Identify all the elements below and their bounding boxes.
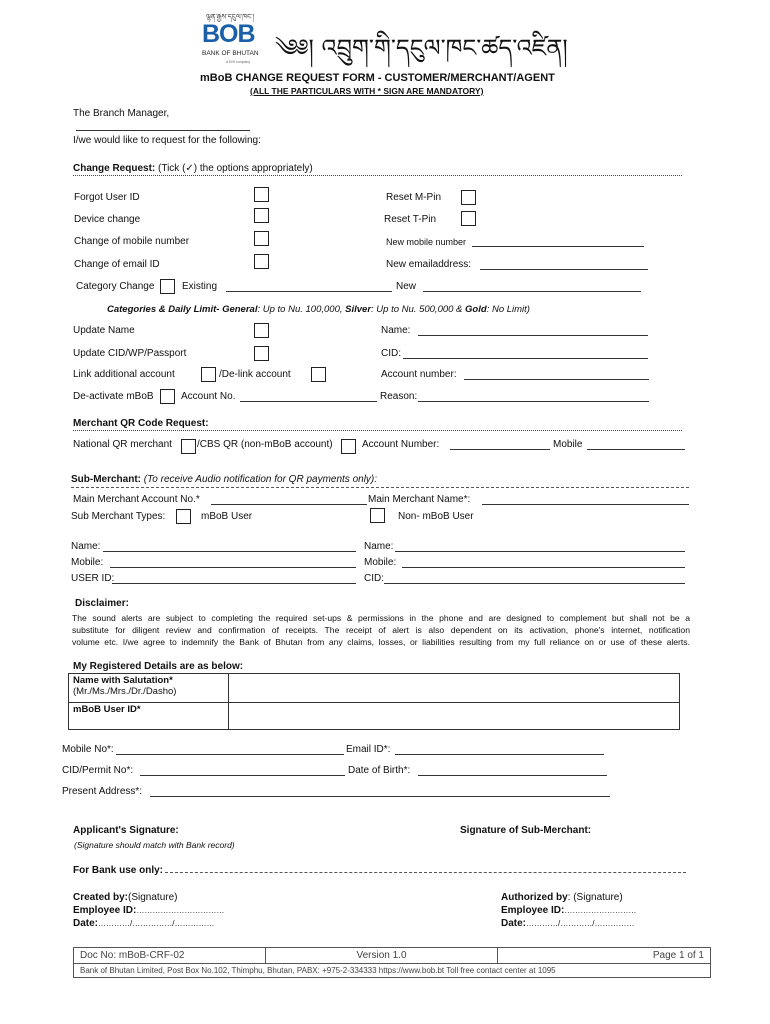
table-row	[69, 674, 680, 703]
name-label: Name:	[381, 325, 411, 336]
categories-general-limit: : Up to Nu. 100,000,	[257, 304, 346, 315]
deactivate-account-input[interactable]	[240, 401, 377, 402]
deactivate-account-label: Account No.	[181, 391, 236, 402]
sub-mobile-right-input[interactable]	[402, 567, 685, 568]
authorized-date-dots: …………/…………/……………	[526, 919, 635, 928]
forgot-user-id-label: Forgot User ID	[74, 192, 140, 203]
user-id-input[interactable]	[229, 703, 680, 730]
reset-tpin-label: Reset T-Pin	[384, 214, 437, 225]
category-change-label: Category Change	[76, 281, 155, 292]
request-line: I/we would like to request for the following:	[73, 135, 261, 146]
new-category-input[interactable]	[423, 291, 641, 292]
new-email-input[interactable]	[480, 269, 648, 270]
table-row	[74, 948, 711, 964]
main-name-label: Main Merchant Name*:	[368, 494, 471, 505]
change-mobile-label: Change of mobile number	[74, 236, 190, 247]
qr-mobile-input[interactable]	[587, 449, 685, 450]
sub-name-left-input[interactable]	[103, 551, 356, 552]
update-name-checkbox[interactable]	[254, 323, 269, 338]
cid-input[interactable]	[403, 358, 648, 359]
disclaimer-line-3: volume etc. I/we agree to indemnify the Bank of Bhutan from any claims, losses, or liabilities resulting from my full reliance on or use of these alerts.	[72, 637, 690, 647]
bank-logo	[200, 10, 266, 66]
sub-mobile-left-input[interactable]	[110, 567, 356, 568]
name-salutation-cell	[69, 674, 229, 703]
disclaimer-heading: Disclaimer:	[75, 598, 129, 609]
change-mobile-checkbox[interactable]	[254, 231, 269, 246]
account-number-label: Account number:	[381, 369, 457, 380]
delink-account-label: /De-link account	[219, 369, 291, 380]
update-cid-checkbox[interactable]	[254, 346, 269, 361]
sub-name-left-label: Name:	[71, 541, 101, 552]
addressee: The Branch Manager,	[73, 108, 170, 119]
change-email-label: Change of email ID	[74, 259, 160, 270]
applicant-signature-label: Applicant's Signature:	[73, 825, 179, 836]
account-number-input[interactable]	[464, 379, 649, 380]
existing-label: Existing	[182, 281, 218, 292]
forgot-user-id-checkbox[interactable]	[254, 187, 269, 202]
dzongkha-title: ༄༅། འབྲུག་གི་དངུལ་ཁང་ཚད་འཛིན།	[275, 34, 568, 62]
sub-merchant-heading-label: Sub-Merchant:	[71, 474, 141, 485]
reg-address-label: Present Address*:	[62, 786, 143, 797]
update-cid-label: Update CID/WP/Passport	[73, 348, 187, 359]
bank-use-heading: For Bank use only:	[73, 865, 164, 876]
categories-silver-limit: : Up to Nu. 500,000 &	[371, 304, 466, 315]
update-name-label: Update Name	[73, 325, 135, 336]
reg-mobile-label: Mobile No*:	[62, 744, 114, 755]
reg-cid-label: CID/Permit No*:	[62, 765, 134, 776]
deactivate-checkbox[interactable]	[160, 389, 175, 404]
sub-user-id-label: USER ID:	[71, 573, 115, 584]
categories-gold: Gold	[465, 304, 487, 315]
name-salutation-input[interactable]	[229, 674, 680, 703]
new-mobile-input[interactable]	[472, 246, 644, 247]
sub-mobile-left-label: Mobile:	[71, 557, 104, 568]
reg-email-label: Email ID*:	[346, 744, 391, 755]
table-row	[69, 703, 680, 730]
authorized-employee-id-label: Employee ID:	[501, 905, 565, 916]
sub-merchant-types-label: Sub Merchant Types:	[71, 511, 166, 522]
reset-mpin-checkbox[interactable]	[461, 190, 476, 205]
qr-account-number-label: Account Number:	[362, 439, 440, 450]
form-title: mBoB CHANGE REQUEST FORM - CUSTOMER/MERCHANT/AGENT	[200, 72, 555, 84]
reg-cid-input[interactable]	[140, 775, 345, 776]
sub-name-right-input[interactable]	[395, 551, 685, 552]
mbob-user-label: mBoB User	[201, 511, 253, 522]
reason-label: Reason:	[380, 391, 418, 402]
merchant-qr-divider	[73, 430, 682, 431]
reg-dob-label: Date of Birth*:	[348, 765, 411, 776]
reg-dob-input[interactable]	[418, 775, 607, 776]
authorized-date	[501, 918, 634, 929]
version: Version 1.0	[266, 948, 498, 964]
footer-table	[73, 947, 711, 978]
authorized-by-signature: : (Signature)	[567, 892, 623, 903]
reg-address-input[interactable]	[150, 796, 610, 797]
categories-limits	[107, 304, 530, 315]
created-employee-id	[73, 905, 224, 916]
created-employee-id-label: Employee ID:	[73, 905, 137, 916]
doc-number: Doc No: mBoB-CRF-02	[74, 948, 266, 964]
cbs-qr-label: /CBS QR (non-mBoB account)	[197, 439, 333, 450]
main-account-label: Main Merchant Account No.*	[73, 494, 200, 505]
created-date-dots: …………/……………/……………	[98, 919, 215, 928]
sub-mobile-right-label: Mobile:	[364, 557, 397, 568]
sub-cid-input[interactable]	[384, 583, 685, 584]
category-change-checkbox[interactable]	[160, 279, 175, 294]
logo-letters: BOB	[202, 20, 255, 48]
new-mobile-label: New mobile number	[386, 237, 467, 247]
sub-merchant-signature-label: Signature of Sub-Merchant:	[460, 825, 592, 836]
categories-gold-limit: : No Limit)	[486, 304, 530, 315]
salutation-options: (Mr./Ms./Mrs./Dr./Dasho)	[73, 686, 177, 697]
link-account-label: Link additional account	[73, 369, 175, 380]
merchant-qr-heading: Merchant QR Code Request:	[73, 418, 209, 429]
created-by-label: Created by:	[73, 892, 129, 903]
reset-tpin-checkbox[interactable]	[461, 211, 476, 226]
new-category-label: New	[396, 281, 417, 292]
page-number: Page 1 of 1	[498, 948, 711, 964]
name-salutation-label: Name with Salutation*	[73, 675, 173, 686]
national-qr-checkbox[interactable]	[181, 439, 196, 454]
logo-tagline: ལྷན་རྒྱས་དངུལ་ཁང་།	[206, 14, 255, 21]
created-by	[73, 892, 177, 903]
created-employee-id-dots: ……………………………	[136, 906, 225, 915]
disclaimer-line-1: The sound alerts are subject to completing the required set-ups & permissions in the phone and are designed to complement but shall not be a	[72, 613, 690, 623]
disclaimer-line-2: substitute for diligent review and confirmation of receipts. The receipt of alert is also dependent on its activation, phone's internet, notification	[72, 625, 690, 635]
cid-label: CID:	[381, 348, 401, 359]
non-mbob-user-label: Non- mBoB User	[398, 511, 474, 522]
main-name-input[interactable]	[482, 504, 689, 505]
deactivate-label: De-activate mBoB	[73, 391, 154, 402]
sub-merchant-divider	[71, 487, 689, 488]
bank-address: Bank of Bhutan Limited, Post Box No.102, Thimphu, Bhutan, PABX: +975-2-334333 https://www.bob.bt Toll free contact center at 1095	[74, 964, 711, 978]
registered-details-table	[68, 673, 680, 730]
sub-merchant-heading-note: (To receive Audio notification for QR payments only):	[143, 474, 378, 485]
main-account-input[interactable]	[211, 504, 367, 505]
reg-mobile-input[interactable]	[116, 754, 344, 755]
link-account-checkbox[interactable]	[201, 367, 216, 382]
reset-mpin-label: Reset M-Pin	[386, 192, 442, 203]
national-qr-label: National QR merchant	[73, 439, 172, 450]
table-row	[74, 964, 711, 978]
delink-account-checkbox[interactable]	[311, 367, 326, 382]
authorized-employee-id	[501, 905, 636, 916]
non-mbob-user-checkbox[interactable]	[370, 508, 385, 523]
categories-general: - General	[216, 304, 258, 315]
authorized-by-label: Authorized by	[501, 892, 568, 903]
bank-use-divider	[165, 872, 686, 873]
categories-silver: Silver	[345, 304, 372, 315]
qr-mobile-label: Mobile	[553, 439, 583, 450]
new-email-label: New emailaddress:	[386, 259, 472, 270]
name-input[interactable]	[418, 335, 648, 336]
mandatory-note: (ALL THE PARTICULARS WITH * SIGN ARE MANDATORY)	[250, 86, 484, 96]
registered-heading: My Registered Details are as below:	[73, 661, 244, 672]
authorized-employee-id-dots: ………………………	[564, 906, 637, 915]
reg-email-input[interactable]	[395, 754, 604, 755]
cbs-qr-checkbox[interactable]	[341, 439, 356, 454]
mbob-user-checkbox[interactable]	[176, 509, 191, 524]
logo-bank-name: BANK OF BHUTAN	[202, 50, 259, 57]
user-id-cell	[69, 703, 229, 730]
addressee-blank[interactable]	[76, 130, 250, 131]
sub-name-right-label: Name:	[364, 541, 394, 552]
logo-sub: a DHI company	[226, 60, 251, 64]
existing-category-input[interactable]	[226, 291, 392, 292]
sub-merchant-heading	[71, 474, 377, 485]
change-request-heading-note: (Tick (✓) the options appropriately)	[158, 163, 313, 174]
sub-user-id-input[interactable]	[112, 583, 356, 584]
section-divider	[73, 175, 682, 176]
categories-label: Categories & Daily Limit	[107, 304, 217, 315]
qr-account-number-input[interactable]	[450, 449, 550, 450]
change-request-heading	[73, 163, 313, 174]
applicant-signature-note: (Signature should match with Bank record)	[74, 840, 235, 850]
change-email-checkbox[interactable]	[254, 254, 269, 269]
created-date	[73, 918, 214, 929]
device-change-label: Device change	[74, 214, 141, 225]
change-request-heading-label: Change Request:	[73, 163, 156, 174]
authorized-by	[501, 892, 623, 903]
sub-cid-label: CID:	[364, 573, 384, 584]
user-id-label: mBoB User ID*	[73, 704, 141, 715]
authorized-date-label: Date:	[501, 918, 527, 929]
reason-input[interactable]	[418, 401, 649, 402]
created-by-signature: (Signature)	[128, 892, 178, 903]
created-date-label: Date:	[73, 918, 99, 929]
device-change-checkbox[interactable]	[254, 208, 269, 223]
